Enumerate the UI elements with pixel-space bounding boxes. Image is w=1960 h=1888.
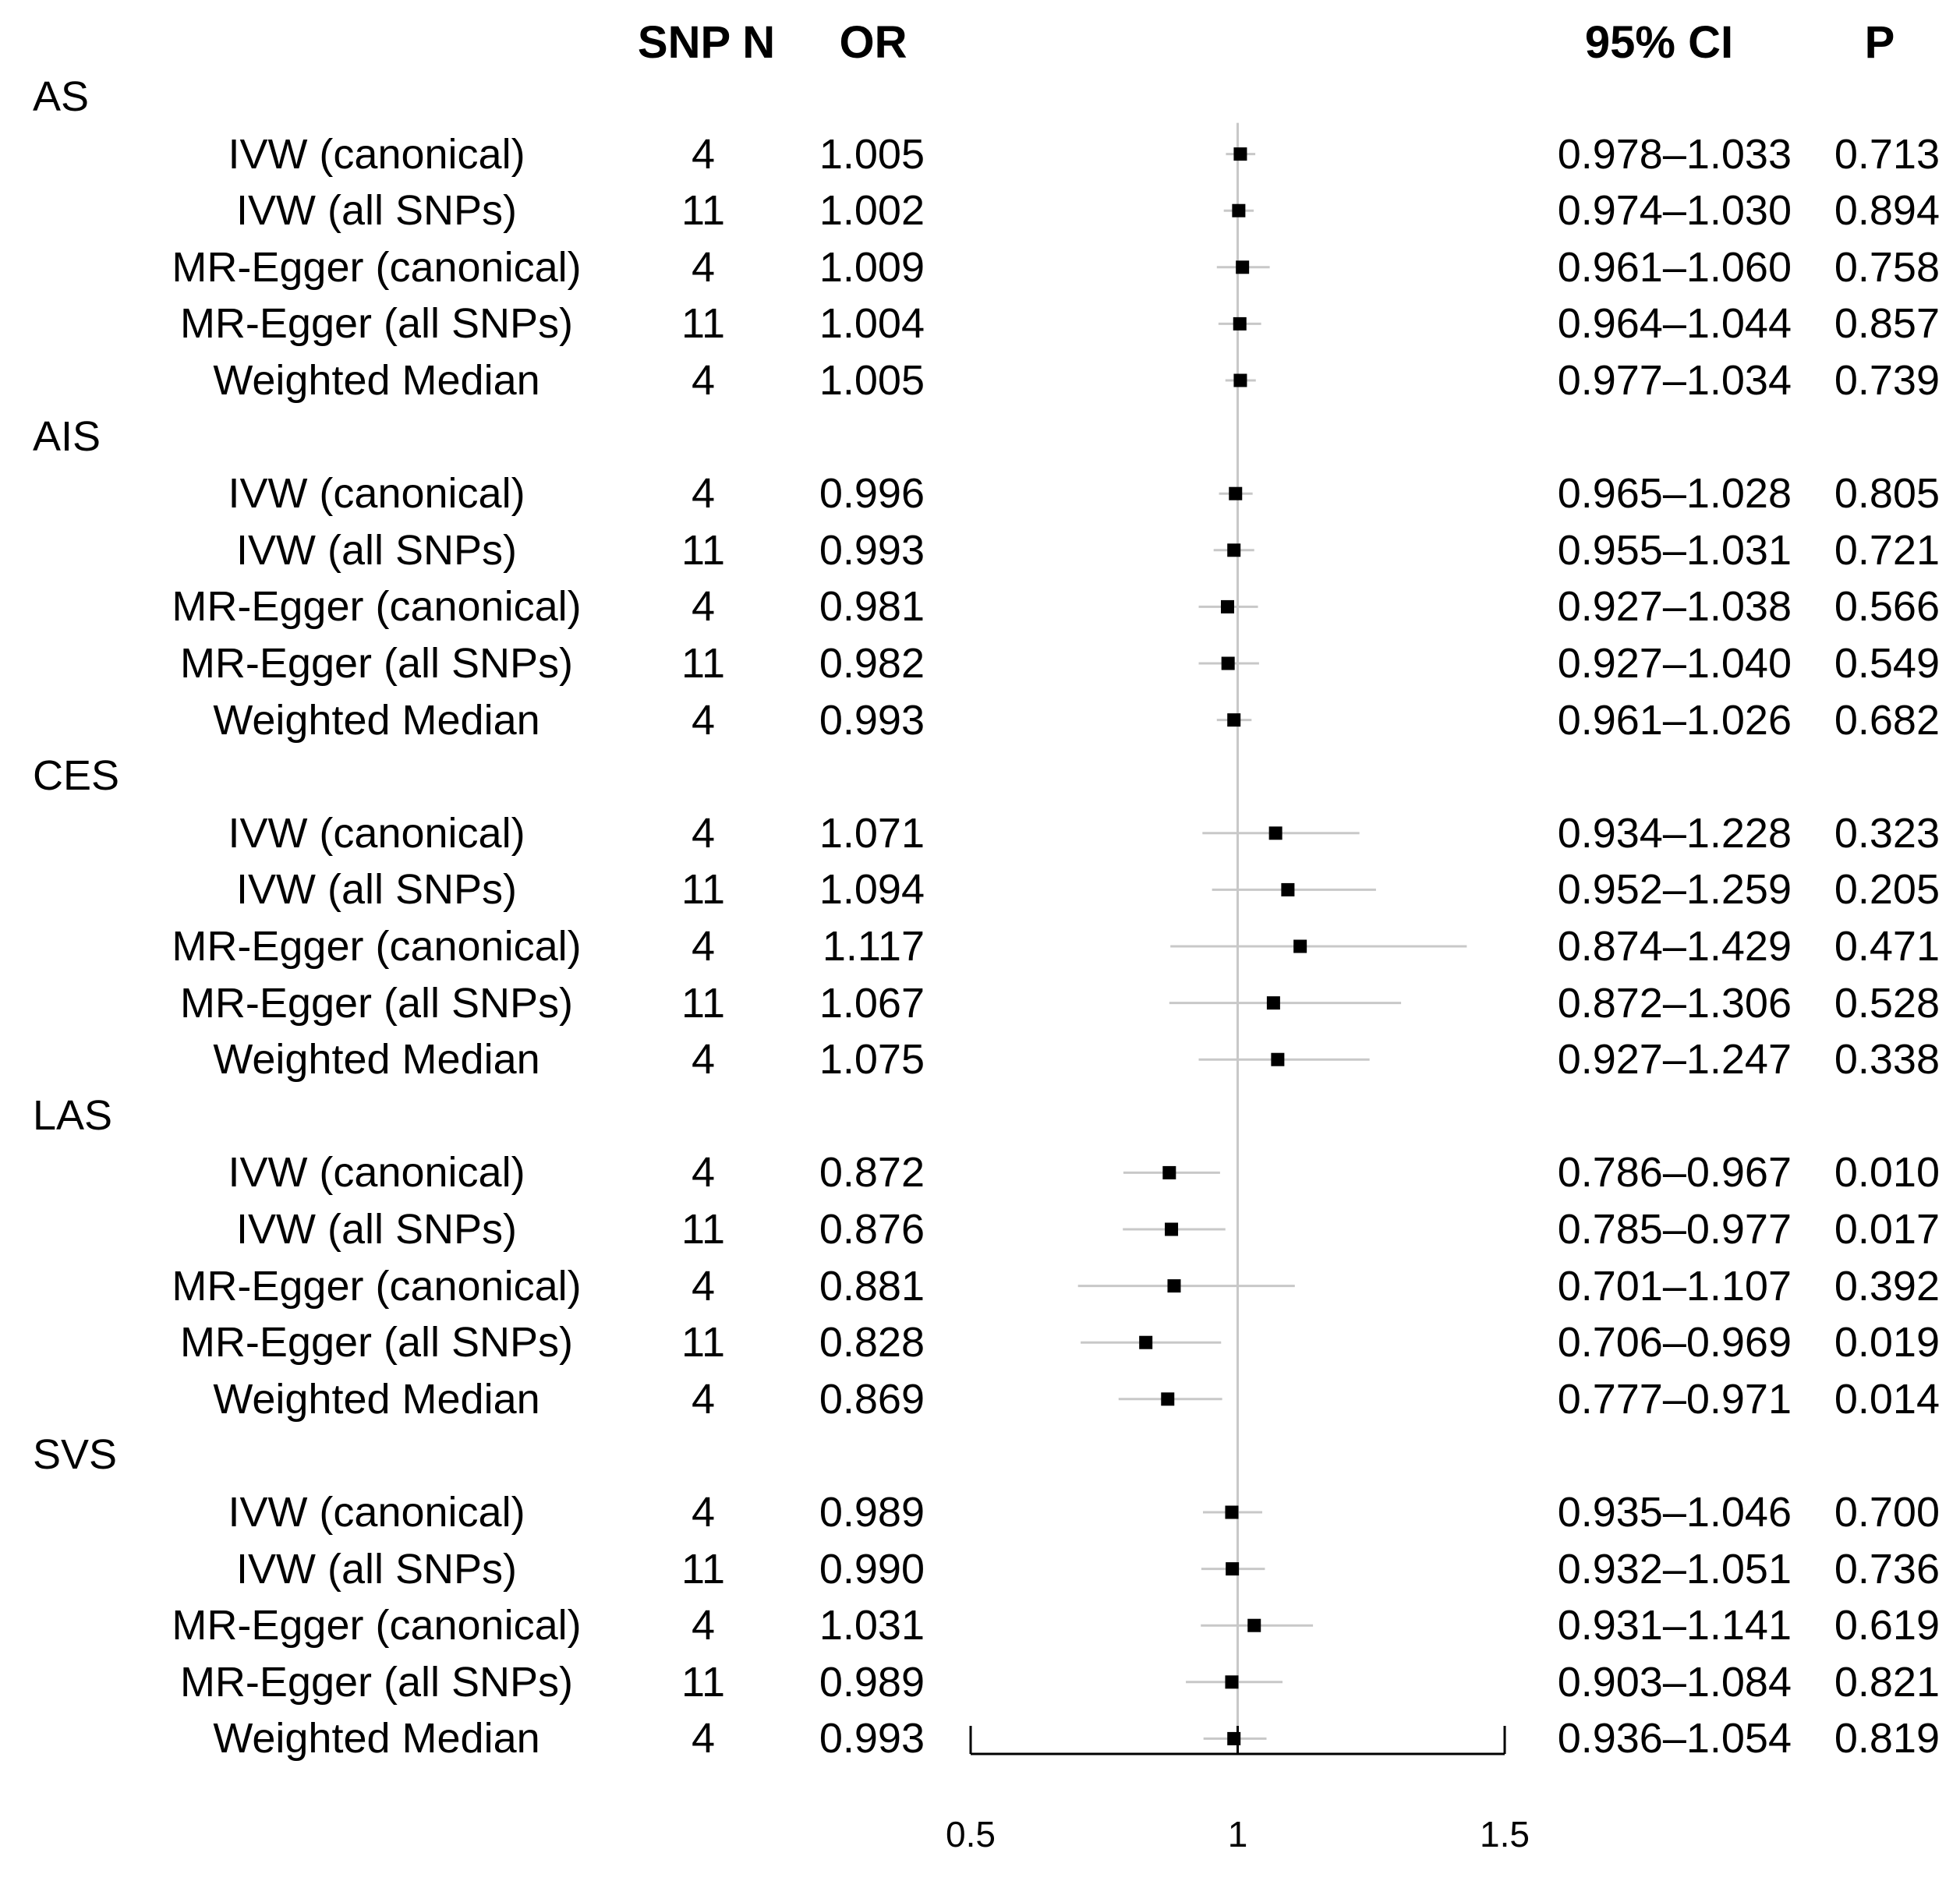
ci-value: 0.952–1.259	[1557, 866, 1792, 914]
group-label: AS	[33, 73, 90, 120]
snp-n-value: 4	[691, 357, 716, 404]
method-label: MR-Egger (all SNPs)	[179, 1319, 574, 1367]
p-value: 0.528	[1834, 979, 1940, 1027]
method-label: MR-Egger (canonical)	[172, 243, 582, 291]
header-p: P	[1864, 17, 1895, 68]
snp-n-value: 4	[691, 130, 716, 178]
ci-value: 0.932–1.051	[1557, 1545, 1792, 1593]
p-value: 0.758	[1834, 243, 1940, 291]
snp-n-value: 11	[681, 866, 726, 914]
or-point	[1271, 1053, 1284, 1066]
ci-value: 0.978–1.033	[1557, 130, 1792, 178]
x-tick-label: 1	[1227, 1814, 1248, 1854]
method-label: Weighted Median	[213, 1036, 540, 1084]
snp-n-value: 11	[681, 1658, 726, 1706]
or-value: 1.002	[819, 187, 925, 235]
p-value: 0.713	[1834, 130, 1940, 178]
or-value: 0.981	[819, 583, 925, 631]
or-point	[1222, 657, 1235, 670]
ci-value: 0.927–1.040	[1557, 640, 1792, 687]
or-point	[1165, 1223, 1178, 1236]
snp-n-value: 11	[681, 1319, 726, 1367]
method-label: MR-Egger (canonical)	[172, 923, 582, 970]
or-point	[1221, 600, 1234, 613]
or-value: 0.996	[819, 470, 925, 518]
or-point	[1161, 1392, 1174, 1405]
or-point	[1227, 543, 1240, 557]
or-point	[1269, 826, 1282, 840]
or-value: 1.117	[822, 923, 925, 970]
method-label: MR-Egger (canonical)	[172, 1602, 582, 1649]
method-label: IVW (all SNPs)	[235, 187, 518, 235]
x-tick-label: 0.5	[946, 1814, 996, 1854]
or-point	[1167, 1279, 1180, 1292]
p-value: 0.805	[1834, 470, 1940, 518]
ci-value: 0.961–1.026	[1557, 696, 1792, 744]
method-label: IVW (all SNPs)	[235, 1206, 518, 1253]
header-ci: 95% CI	[1584, 17, 1734, 68]
or-point	[1227, 1732, 1240, 1745]
method-label: MR-Egger (all SNPs)	[179, 300, 574, 348]
snp-n-value: 11	[681, 640, 726, 687]
p-value: 0.566	[1834, 583, 1940, 631]
or-point	[1233, 147, 1247, 161]
or-value: 1.005	[819, 357, 925, 404]
snp-n-value: 4	[691, 243, 716, 291]
p-value: 0.205	[1834, 866, 1940, 914]
method-label: IVW (canonical)	[228, 470, 525, 518]
method-label: IVW (canonical)	[228, 809, 525, 857]
snp-n-value: 4	[691, 1489, 716, 1536]
or-value: 1.075	[819, 1036, 925, 1084]
or-point	[1293, 940, 1307, 953]
p-value: 0.019	[1834, 1319, 1940, 1367]
snp-n-value: 11	[681, 187, 726, 235]
p-value: 0.682	[1834, 696, 1940, 744]
snp-n-value: 4	[691, 1715, 716, 1762]
or-point	[1247, 1619, 1261, 1632]
ci-value: 0.874–1.429	[1557, 923, 1792, 970]
ci-value: 0.974–1.030	[1557, 187, 1792, 235]
ci-value: 0.927–1.038	[1557, 583, 1792, 631]
or-value: 1.031	[819, 1602, 925, 1649]
method-label: Weighted Median	[213, 357, 540, 404]
method-label: IVW (all SNPs)	[235, 526, 518, 574]
method-label: Weighted Median	[213, 696, 540, 744]
ci-value: 0.903–1.084	[1557, 1658, 1792, 1706]
or-value: 0.828	[819, 1319, 925, 1367]
snp-n-value: 4	[691, 923, 716, 970]
or-point	[1229, 487, 1242, 500]
ci-value: 0.935–1.046	[1557, 1489, 1792, 1536]
or-value: 0.982	[819, 640, 925, 687]
x-tick-label: 1.5	[1480, 1814, 1530, 1854]
p-value: 0.014	[1834, 1375, 1940, 1423]
or-point	[1139, 1336, 1152, 1349]
or-value: 1.004	[819, 300, 925, 348]
ci-value: 0.961–1.060	[1557, 243, 1792, 291]
snp-n-value: 4	[691, 1375, 716, 1423]
or-value: 0.872	[819, 1149, 925, 1197]
method-label: IVW (all SNPs)	[235, 866, 518, 914]
group-label: CES	[33, 752, 120, 800]
p-value: 0.721	[1834, 526, 1940, 574]
or-value: 0.876	[819, 1206, 925, 1253]
ci-value: 0.955–1.031	[1557, 526, 1792, 574]
header-snp-n: SNP N	[637, 17, 776, 68]
group-label: LAS	[33, 1091, 113, 1139]
p-value: 0.338	[1834, 1036, 1940, 1084]
or-value: 0.990	[819, 1545, 925, 1593]
snp-n-value: 4	[691, 470, 716, 518]
method-label: Weighted Median	[213, 1715, 540, 1762]
or-point	[1236, 260, 1249, 274]
or-point	[1233, 374, 1247, 387]
p-value: 0.392	[1834, 1262, 1940, 1310]
or-value: 1.005	[819, 130, 925, 178]
header-or: OR	[839, 17, 907, 68]
snp-n-value: 11	[681, 526, 726, 574]
group-label: SVS	[33, 1431, 118, 1479]
p-value: 0.619	[1834, 1602, 1940, 1649]
ci-value: 0.785–0.977	[1557, 1206, 1792, 1253]
or-value: 1.094	[819, 866, 925, 914]
or-value: 0.869	[819, 1375, 925, 1423]
snp-n-value: 4	[691, 1262, 716, 1310]
method-label: MR-Egger (all SNPs)	[179, 1658, 574, 1706]
method-label: Weighted Median	[213, 1375, 540, 1423]
snp-n-value: 4	[691, 696, 716, 744]
p-value: 0.017	[1834, 1206, 1940, 1253]
or-point	[1267, 996, 1280, 1009]
ci-value: 0.931–1.141	[1557, 1602, 1792, 1649]
p-value: 0.010	[1834, 1149, 1940, 1197]
or-value: 0.993	[819, 1715, 925, 1762]
p-value: 0.894	[1834, 187, 1940, 235]
snp-n-value: 4	[691, 1602, 716, 1649]
ci-value: 0.934–1.228	[1557, 809, 1792, 857]
p-value: 0.821	[1834, 1658, 1940, 1706]
ci-value: 0.706–0.969	[1557, 1319, 1792, 1367]
method-label: MR-Egger (canonical)	[172, 1262, 582, 1310]
p-value: 0.819	[1834, 1715, 1940, 1762]
or-point	[1225, 1675, 1238, 1688]
snp-n-value: 11	[681, 1545, 726, 1593]
or-point	[1162, 1166, 1176, 1179]
snp-n-value: 4	[691, 1149, 716, 1197]
method-label: IVW (canonical)	[228, 1149, 525, 1197]
method-label: MR-Egger (canonical)	[172, 583, 582, 631]
or-point	[1233, 317, 1247, 331]
snp-n-value: 11	[681, 300, 726, 348]
method-label: IVW (all SNPs)	[235, 1545, 518, 1593]
p-value: 0.549	[1834, 640, 1940, 687]
p-value: 0.857	[1834, 300, 1940, 348]
p-value: 0.736	[1834, 1545, 1940, 1593]
p-value: 0.739	[1834, 357, 1940, 404]
snp-n-value: 11	[681, 1206, 726, 1253]
or-point	[1227, 713, 1240, 727]
method-label: MR-Egger (all SNPs)	[179, 979, 574, 1027]
ci-value: 0.977–1.034	[1557, 357, 1792, 404]
ci-value: 0.701–1.107	[1557, 1262, 1792, 1310]
or-value: 1.067	[819, 979, 925, 1027]
or-value: 0.993	[819, 696, 925, 744]
method-label: MR-Egger (all SNPs)	[179, 640, 574, 687]
or-point	[1225, 1506, 1238, 1519]
or-value: 1.071	[819, 809, 925, 857]
or-value: 0.989	[819, 1489, 925, 1536]
ci-value: 0.964–1.044	[1557, 300, 1792, 348]
snp-n-value: 4	[691, 809, 716, 857]
ci-value: 0.927–1.247	[1557, 1036, 1792, 1084]
or-point	[1226, 1562, 1239, 1575]
ci-value: 0.965–1.028	[1557, 470, 1792, 518]
method-label: IVW (canonical)	[228, 130, 525, 178]
ci-value: 0.786–0.967	[1557, 1149, 1792, 1197]
snp-n-value: 11	[681, 979, 726, 1027]
or-point	[1232, 204, 1245, 217]
method-label: IVW (canonical)	[228, 1489, 525, 1536]
ci-value: 0.936–1.054	[1557, 1715, 1792, 1762]
or-value: 0.993	[819, 526, 925, 574]
snp-n-value: 4	[691, 583, 716, 631]
p-value: 0.700	[1834, 1489, 1940, 1536]
snp-n-value: 4	[691, 1036, 716, 1084]
ci-value: 0.872–1.306	[1557, 979, 1792, 1027]
p-value: 0.471	[1834, 923, 1940, 970]
or-value: 1.009	[819, 243, 925, 291]
p-value: 0.323	[1834, 809, 1940, 857]
ci-value: 0.777–0.971	[1557, 1375, 1792, 1423]
or-value: 0.881	[819, 1262, 925, 1310]
or-value: 0.989	[819, 1658, 925, 1706]
or-point	[1281, 883, 1294, 896]
group-label: AIS	[33, 412, 101, 460]
